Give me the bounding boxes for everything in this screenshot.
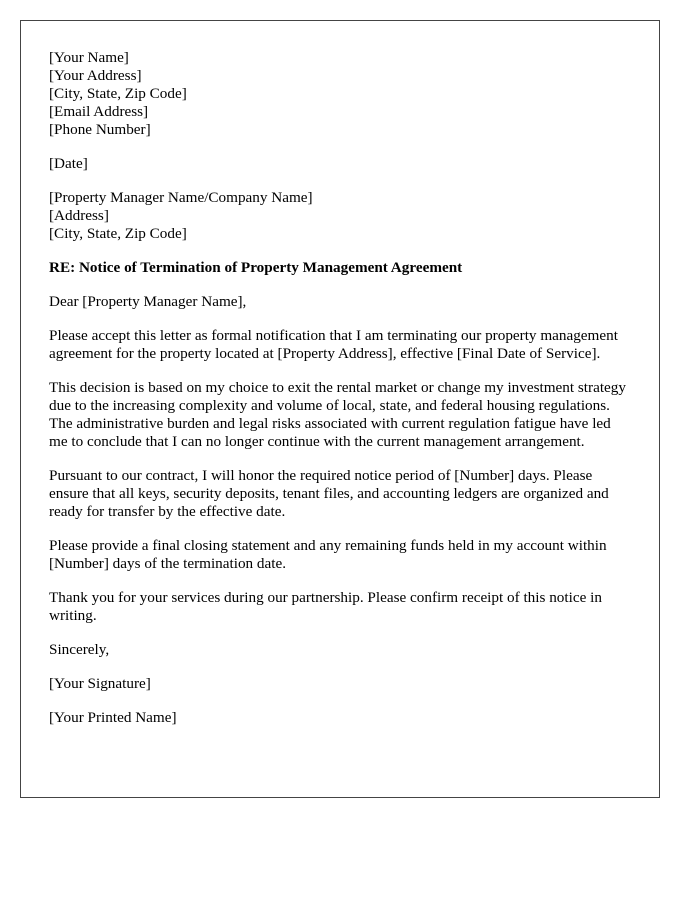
body-paragraph-termination: Please accept this letter as formal notification that I am terminating our property management agreement for the property located at [Property Address], effective [Final Date of Service]. bbox=[49, 327, 618, 362]
date-block bbox=[49, 155, 631, 173]
letter-date: [Date] bbox=[49, 155, 88, 172]
sender-city-state-zip: [City, State, Zip Code] bbox=[49, 85, 187, 102]
body-paragraph-final-statement: Please provide a final closing statement and any remaining funds held in my account within [Number] days of the termination date. bbox=[49, 537, 607, 572]
sender-phone: [Phone Number] bbox=[49, 121, 151, 138]
printed-name: [Your Printed Name] bbox=[49, 709, 177, 726]
salutation: Dear [Property Manager Name], bbox=[49, 293, 247, 310]
letter-page bbox=[20, 20, 660, 798]
subject-line: RE: Notice of Termination of Property Management Agreement bbox=[49, 259, 463, 276]
signature: [Your Signature] bbox=[49, 675, 151, 692]
sender-address: [Your Address] bbox=[49, 67, 142, 84]
body-paragraph-notice-period: Pursuant to our contract, I will honor the required notice period of [Number] days. Please ensure that all keys, security deposits, tenant files, and accounting ledgers are organized and ready for transfer by the effective date. bbox=[49, 467, 609, 520]
recipient-city-state-zip: [City, State, Zip Code] bbox=[49, 225, 187, 242]
recipient-name: [Property Manager Name/Company Name] bbox=[49, 189, 313, 206]
sender-email: [Email Address] bbox=[49, 103, 149, 120]
body-paragraph-reason: This decision is based on my choice to exit the rental market or change my investment strategy due to the increasing complexity and volume of local, state, and federal housing regulations. The administrative burden and legal risks associated with current regulation fatigue have led me to conclude that I can no longer continue with the current management arrangement. bbox=[49, 379, 626, 450]
closing: Sincerely, bbox=[49, 641, 110, 658]
recipient-block bbox=[49, 189, 631, 243]
sender-block bbox=[49, 49, 631, 139]
sender-name: [Your Name] bbox=[49, 49, 129, 66]
recipient-address: [Address] bbox=[49, 207, 109, 224]
body-paragraph-thanks: Thank you for your services during our partnership. Please confirm receipt of this notice in writing. bbox=[49, 589, 602, 624]
